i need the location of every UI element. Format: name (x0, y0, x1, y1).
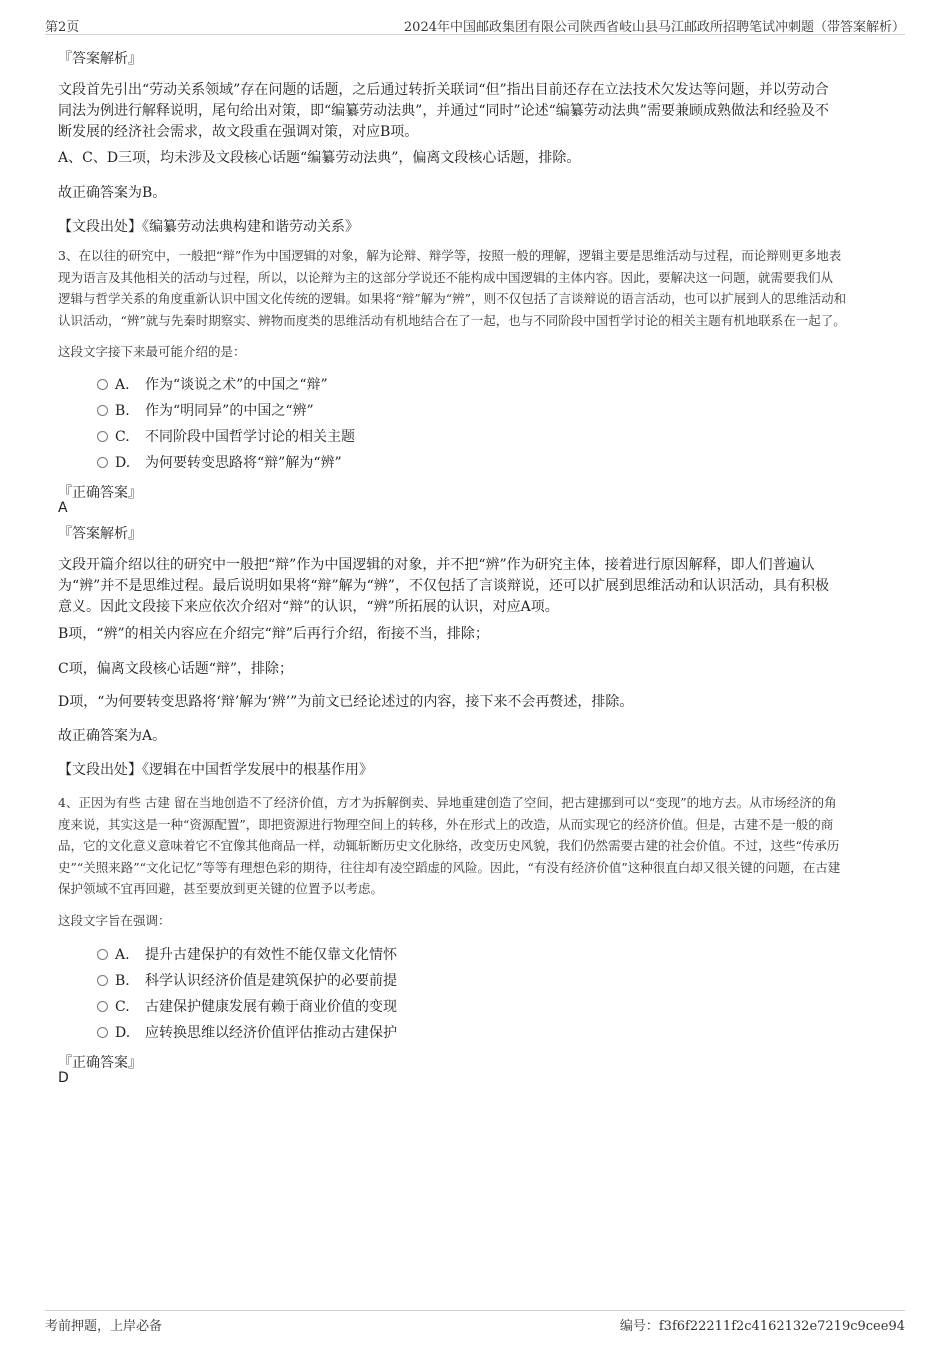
document-title: 2024年中国邮政集团有限公司陕西省岐山县马江邮政所招聘笔试冲刺题（带答案解析） (403, 20, 905, 35)
q2-exclude: A、C、D三项，均未涉及文段核心话题“编纂劳动法典”，偏离文段核心话题，排除。 (58, 150, 581, 166)
radio-icon[interactable] (97, 379, 108, 390)
option-letter: D. (115, 455, 131, 471)
q4-passage-line: 度来说，其实这是一种“资源配置”，即把资源进行物理空间上的转移，外在形式上的改造，从而实现它的经济价值。但是，古建不是一般的商 (58, 816, 834, 832)
q4-correct-label: 『正确答案』 (58, 1055, 142, 1071)
option-text: 应转换思维以经济价值评估推动古建保护 (145, 1025, 397, 1041)
q3-passage (58, 245, 918, 331)
q2-analysis-line: 断发展的经济社会需求，故文段重在强调对策，对应B项。 (58, 124, 419, 140)
radio-icon[interactable] (97, 457, 108, 468)
q3-option-a[interactable] (97, 375, 328, 395)
page-footer (45, 1310, 905, 1333)
option-text: 古建保护健康发展有赖于商业价值的变现 (145, 999, 397, 1015)
q3-analysis (58, 555, 908, 618)
q2-analysis-line: 同法为例进行解释说明，尾句给出对策，即“编纂劳动法典”，并通过“同时”论述“编纂劳动法典”需要兼顾成熟做法和经验及不 (58, 103, 829, 119)
option-text: 作为“明同异”的中国之“辨” (145, 403, 314, 419)
radio-icon[interactable] (97, 1001, 108, 1012)
q2-analysis (58, 80, 908, 143)
q3-option-b[interactable] (97, 401, 314, 421)
q3-analysis-line: 文段开篇介绍以往的研究中一般把“辩”作为中国逻辑的对象，并不把“辨”作为研究主体，接着进行原因解释，即人们普遍认 (58, 557, 815, 573)
q3-correct-label: 『正确答案』 (58, 485, 142, 501)
q4-passage-line: 史”“关照来路”“文化记忆”等等有理想色彩的期待，往往却有凌空蹈虚的风险。因此，“有没有经济价值”这种很直白却又很关键的问题，在古建 (58, 859, 841, 875)
q3-analysis-label: 『答案解析』 (58, 526, 142, 542)
option-letter: B. (115, 973, 130, 989)
q4-passage-line: 4、正因为有些 古建 留在当地创造不了经济价值，方才为拆解倒卖、异地重建创造了空间，把古建挪到可以“变现”的地方去。从市场经济的角 (58, 795, 837, 810)
q2-analysis-line: 文段首先引出“劳动关系领域”存在问题的话题，之后通过转折关联词“但”指出目前还存在立法技术欠发达等问题，并以劳动合 (58, 82, 829, 98)
option-letter: A. (115, 947, 130, 963)
q3-d-item: D项，“为何要转变思路将‘辩’解为‘辨’”为前文已经论述过的内容，接下来不会再赘述，排除。 (58, 694, 634, 710)
q3-stem: 这段文字接下来最可能介绍的是： (58, 344, 246, 359)
q3-analysis-line: 意义。因此文段接下来应依次介绍对“辩”的认识，“辨”所拓展的认识，对应A项。 (58, 599, 559, 615)
option-text: 作为“谈说之术”的中国之“辩” (145, 377, 328, 393)
document-code: 编号：f3f6f22211f2c4162132e7219c9cee94 (619, 1319, 905, 1334)
q2-source: 【文段出处】《编纂劳动法典构建和谐劳动关系》 (58, 219, 359, 235)
q2-analysis-label: 『答案解析』 (58, 51, 142, 67)
option-letter: C. (115, 429, 130, 445)
option-letter: B. (115, 403, 130, 419)
radio-icon[interactable] (97, 405, 108, 416)
q3-passage-line: 现为语言及其他相关的活动与过程，所以，以论辩为主的这部分学说还不能构成中国逻辑的主体内容。因此，要解决这一问题，就需要我们从 (58, 269, 834, 285)
option-text: 不同阶段中国哲学讨论的相关主题 (145, 429, 355, 445)
q4-option-b[interactable] (97, 971, 397, 991)
q3-b-item: B项，“辨”的相关内容应在介绍完“辩”后再行介绍，衔接不当，排除； (58, 626, 489, 642)
q3-analysis-line: 为“辨”并不是思维过程。最后说明如果将“辩”解为“辨”，不仅包括了言谈辩说，还可以扩展到思维活动和认识活动，具有积极 (58, 578, 829, 594)
option-letter: D. (115, 1025, 131, 1041)
q3-c-item: C项，偏离文段核心话题“辩”，排除； (58, 661, 294, 677)
q4-option-a[interactable] (97, 945, 397, 965)
option-text: 科学认识经济价值是建筑保护的必要前提 (145, 973, 397, 989)
q4-option-c[interactable] (97, 997, 397, 1017)
q3-conclusion: 故正确答案为A。 (58, 728, 167, 744)
q4-passage-line: 保护领域不宜再回避，甚至要放到更关键的位置予以考虑。 (58, 881, 384, 896)
q3-option-d[interactable] (97, 453, 342, 473)
q4-passage (58, 792, 918, 900)
option-letter: A. (115, 377, 130, 393)
q3-passage-line: 3、在以往的研究中，一般把“辩”作为中国逻辑的对象，解为论辩、辩学等，按照一般的理解，逻辑主要是思维活动与过程，而论辩则更多地表 (58, 248, 842, 263)
q4-option-d[interactable] (97, 1023, 397, 1043)
q3-source: 【文段出处】《逻辑在中国哲学发展中的根基作用》 (58, 762, 373, 778)
q4-passage-line: 品，它的文化意义意味着它不宜像其他商品一样，动辄斩断历史文化脉络，改变历史风貌，我们仍然需要古建的社会价值。不过，这些“传承历 (58, 838, 840, 853)
radio-icon[interactable] (97, 431, 108, 442)
q3-passage-line: 认识活动，“辨”就与先秦时期察实、辨物而度类的思维活动有机地结合在了一起，也与不同阶段中国哲学讨论的相关主题有机地联系在一起了。 (58, 312, 846, 328)
q4-stem: 这段文字旨在强调： (58, 913, 171, 928)
option-letter: C. (115, 999, 130, 1015)
radio-icon[interactable] (97, 949, 108, 960)
radio-icon[interactable] (97, 1027, 108, 1038)
q4-correct-answer: D (58, 1070, 69, 1086)
page-header (45, 14, 905, 35)
q2-conclusion: 故正确答案为B。 (58, 185, 167, 201)
footer-slogan: 考前押题，上岸必备 (45, 1319, 163, 1334)
q3-passage-line: 逻辑与哲学关系的角度重新认识中国文化传统的逻辑。如果将“辩”解为“辨”，则不仅包括了言谈辩说的语言活动，也可以扩展到人的思维活动和 (58, 291, 847, 306)
option-text: 为何要转变思路将“辩”解为“辨” (145, 455, 342, 471)
option-text: 提升古建保护的有效性不能仅靠文化情怀 (145, 947, 397, 963)
q3-correct-answer: A (58, 500, 68, 516)
page-number: 第2页 (45, 20, 80, 35)
radio-icon[interactable] (97, 975, 108, 986)
q3-option-c[interactable] (97, 427, 355, 447)
